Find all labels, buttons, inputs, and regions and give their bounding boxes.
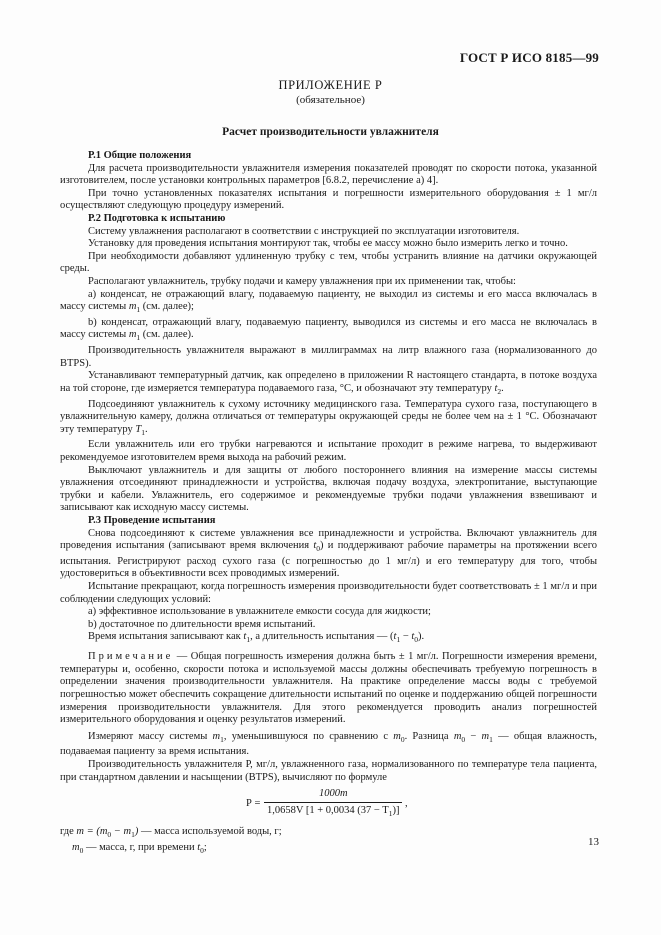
- paragraph: При необходимости добавляют удлиненную трубку с тем, чтобы устранить влияние на датчики окружающей среды.: [60, 250, 597, 275]
- formula-fraction: [264, 788, 402, 820]
- section-heading-1: Р.1 Общие положения: [88, 150, 192, 161]
- paragraph: Для расчета производительности увлажнителя измерения показателей проводят по скорости потока, указанной изготовителем, после установки контрольных параметров [6.8.2, перечисление а) 4].: [60, 162, 597, 187]
- document-body: [60, 150, 597, 858]
- paragraph-list-b: b) конденсат, отражающий влагу, подаваемую пациенту, выводился из системы и его масса не включалась в массу системы $m_1$ (см. далее).: [60, 316, 597, 343]
- paragraph: При точно установленных показателях испытания и погрешности измерительного оборудования ± 1 мг/л осуществляют следующую процедуру измерений.: [60, 187, 597, 212]
- paragraph: Систему увлажнения располагают в соответствии с инструкцией по эксплуатации изготовителя.: [88, 225, 520, 237]
- where-clause-2: $m_0$ — масса, г, при времени $t_0$;: [72, 841, 207, 855]
- paragraph-list-a: а) эффективное использование в увлажнителе емкости сосуда для жидкости;: [88, 606, 431, 618]
- where-clause-1: где $m = (m_0 - m_1)$ — масса используемой воды, г;: [60, 826, 282, 840]
- standard-header: ГОСТ Р ИСО 8185—99: [459, 50, 599, 65]
- paragraph: Производительность увлажнителя Р, мг/л, увлажненного газа, нормализованного по температуре тела пациента, при стандартном давлении и насыщении (BTPS), вычисляют по формуле: [60, 758, 597, 783]
- paragraph: Если увлажнитель или его трубки нагреваются и испытание проходит в режиме нагрева, то выдерживают рекомендуемое изготовителем время выхода на рабочий режим.: [60, 439, 597, 464]
- paragraph-list-b: b) достаточное по длительности время испытаний.: [88, 618, 316, 630]
- paragraph: Время испытания записывают как $t_1$, а длительность испытания — $(t_1 - t_0)$.: [88, 631, 425, 645]
- formula-numerator: 1000m: [318, 788, 348, 800]
- paragraph: Снова подсоединяют к системе увлажнения все принадлежности и устройства. Включают увлажнитель для проведения испытания (записывают время включения $t_0$) и поддерживают рабочие параметры на протяжении всего испытания. Регистрируют расход сухого газа (с погрешностью до 1 мг/л) и его температуру для того, чтобы удостовериться в объективности всех проводимых измерений.: [60, 527, 597, 580]
- section-heading-2: Р.2 Подготовка к испытанию: [88, 212, 226, 224]
- paragraph: Выключают увлажнитель и для защиты от любого постороннего влияния на измерение массы системы увлажнения отсоединяют принадлежности и устройства, включая подачу воздуха, электропитание, выступающие трубки и кабели. Увлажнитель, его содержимое и рекомендуемые трубки подачи увлажнения взвешивают и записывают как исходную массу системы.: [60, 464, 597, 514]
- paragraph: Располагают увлажнитель, трубку подачи и камеру увлажнения при их применении так, чтобы:: [88, 275, 516, 287]
- section-heading-3: Р.3 Проведение испытания: [88, 515, 216, 526]
- fraction-bar: [264, 802, 402, 803]
- paragraph-list-a: а) конденсат, не отражающий влагу, подаваемую пациенту, не выходил из системы и его масса включалась в массу системы $m_1$ (см. далее);: [60, 288, 597, 315]
- paragraph: Установку для проведения испытания монтируют так, чтобы ее массу можно было измерить легко и точно.: [88, 238, 568, 250]
- formula: [60, 788, 597, 822]
- note-label: Примечание: [88, 651, 174, 663]
- paragraph: Подсоединяют увлажнитель к сухому источнику медицинского газа. Температура сухого газа, поступающего в увлажнительную камеру, должна отличаться от температуры окружающей среды не более чем на ± 1 °С. Обозначают эту температуру $T_1$.: [60, 398, 597, 437]
- page-number: 13: [588, 836, 599, 848]
- formula-end: ,: [405, 798, 408, 810]
- paragraph: Производительность увлажнителя выражают в миллиграммах на литр влажного газа (нормализованного до BTPS).: [60, 345, 597, 369]
- appendix-subtitle: (обязательное): [296, 94, 365, 106]
- paragraph: Устанавливают температурный датчик, как определено в приложении R настоящего стандарта, в потоке воздуха на той стороне, где измеряется температура подаваемого газа, °С, и обозначают эту температуру $t_2$.: [60, 370, 597, 396]
- paragraph: Измеряют массу системы $m_1$, уменьшившуюся по сравнению с $m_0$. Разница $m_0 - m_1$ — общая влажность, подаваемая пациенту за время испытания.: [60, 730, 598, 758]
- formula-lhs: Р =: [246, 798, 261, 810]
- main-title: Расчет производительности увлажнителя: [222, 126, 439, 138]
- paragraph: Испытание прекращают, когда погрешность измерения производительности будет соответствовать ± 1 мг/л и при соблюдении следующих условий:: [60, 581, 597, 605]
- note: Примечание — Общая погрешность измерения должна быть ± 1 мг/л. Погрешности измерения времени, температуры и, особенно, скорости потока и используемой массы должны обеспечивать требуемую погрешность в определении значения производительности увлажнителя. На практике определение массы воды с требуемой погрешностью может обеспечить сокращение длительности испытаний по оценке и поддержанию общей погрешности измерения производительности увлажнителя. Для этого рекомендуется проводить анализ погрешностей измерительного оборудования и оценку результатов измерений.: [60, 651, 597, 726]
- formula-denominator: 1,0658V [1 + 0,0034 $(37 - T_1)$]: [267, 804, 400, 818]
- appendix-title: ПРИЛОЖЕНИЕ Р: [278, 78, 383, 92]
